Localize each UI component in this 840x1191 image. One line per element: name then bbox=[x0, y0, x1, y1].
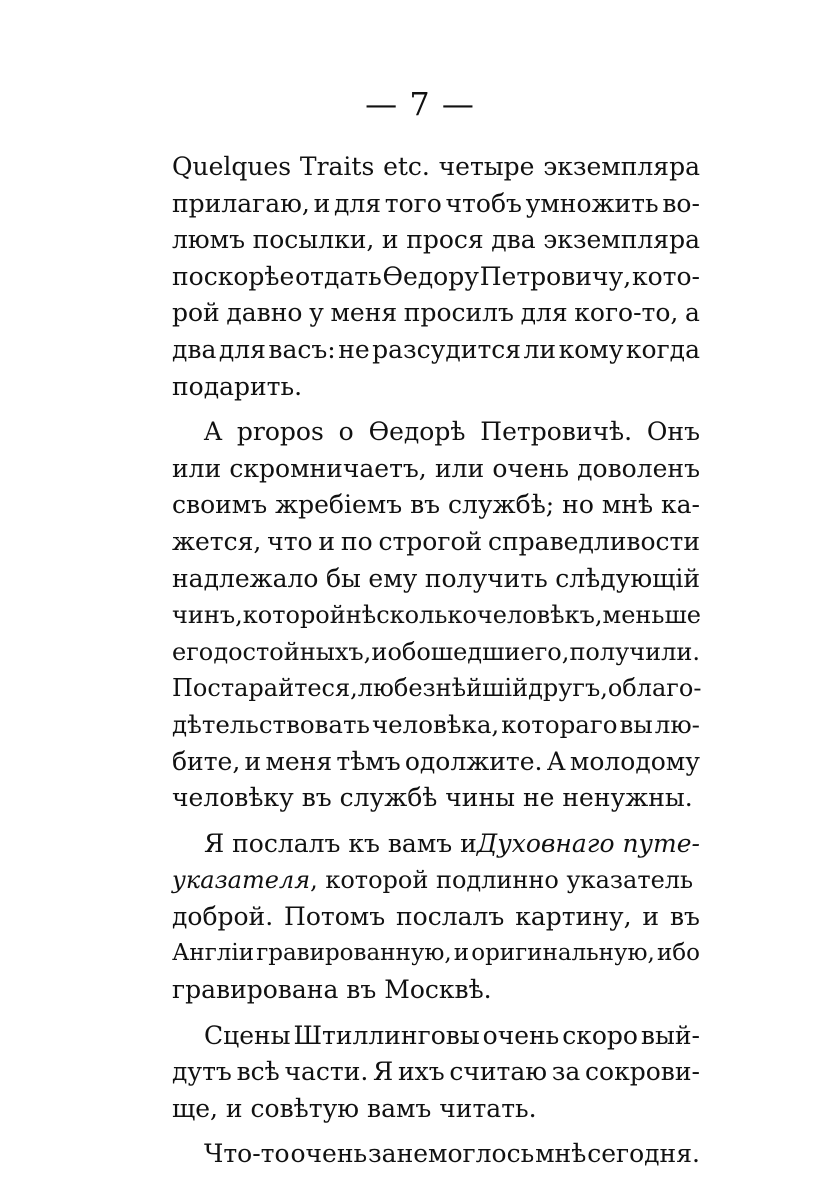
text-segment: , которой подлинно указатель bbox=[310, 866, 694, 895]
text-line: дѣтельствовать человѣка, котораго вы лю- bbox=[172, 709, 700, 739]
text-line: Сцены Штиллинговы очень скоро вый- bbox=[204, 1020, 700, 1050]
paragraph-5 bbox=[172, 1136, 700, 1173]
text-line: надлежало бы ему получить слѣдующій bbox=[172, 563, 700, 593]
paragraph-3 bbox=[172, 826, 700, 1009]
book-title-segment: Духовнаго путе- bbox=[476, 828, 700, 858]
paragraph-2 bbox=[172, 414, 700, 817]
text-line: своимъ жребіемъ въ службѣ; но мнѣ ка- bbox=[172, 490, 700, 520]
text-line: Постарайтеся, любезнѣйшій другъ, облаго- bbox=[172, 674, 702, 703]
text-line: доброй. Потомъ послалъ картину, и въ bbox=[172, 901, 700, 931]
text-line: поскорѣе отдать Ѳедору Петровичу, кото- bbox=[172, 261, 700, 291]
text-line bbox=[172, 862, 700, 899]
text-line bbox=[172, 826, 700, 863]
text-line: подарить. bbox=[172, 371, 303, 401]
text-segment: Я послалъ къ вамъ и bbox=[204, 828, 477, 858]
page-number: — 7 — bbox=[365, 85, 475, 123]
text-line: два для васъ: не разсудится ли кому когда bbox=[172, 334, 700, 364]
text-line: рой давно у меня просилъ для кого-то, а bbox=[172, 298, 700, 328]
letter-text bbox=[172, 149, 700, 1173]
text-line: ще, и совѣтую вамъ читать. bbox=[172, 1093, 537, 1123]
text-line: гравирована въ Москвѣ. bbox=[172, 975, 492, 1005]
text-line: A propos о Ѳедорѣ Петровичѣ. Онъ bbox=[204, 417, 700, 447]
text-line: прилагаю, и для того чтобъ умножить во- bbox=[172, 188, 700, 218]
text-line: человѣку въ службѣ чины не ненужны. bbox=[172, 783, 693, 813]
text-line: бите, и меня тѣмъ одолжите. А молодому bbox=[172, 746, 700, 776]
text-line: чинъ, которой нѣсколько человѣкъ, меньше bbox=[172, 601, 701, 630]
book-title-segment: указателя bbox=[172, 866, 311, 895]
paragraph-1 bbox=[172, 149, 700, 405]
paragraph-4 bbox=[172, 1018, 700, 1128]
text-line: его достойныхъ, и обошедши его, получили. bbox=[172, 637, 700, 666]
text-line: жется, что и по строгой справедливости bbox=[172, 526, 700, 556]
text-line: Что-то очень занемоглось мнѣ сегодня. bbox=[204, 1139, 700, 1169]
text-line: Англіи гравированную, и оригинальную, ибо bbox=[172, 940, 700, 967]
text-line: Quelques Traits etc. четыре экземпляра bbox=[172, 152, 700, 181]
text-line: люмъ посылки, и прося два экземпляра bbox=[172, 225, 700, 255]
text-line: или скромничаетъ, или очень доволенъ bbox=[172, 453, 700, 483]
text-line: дутъ всѣ части. Я ихъ считаю за сокрови- bbox=[172, 1057, 700, 1087]
